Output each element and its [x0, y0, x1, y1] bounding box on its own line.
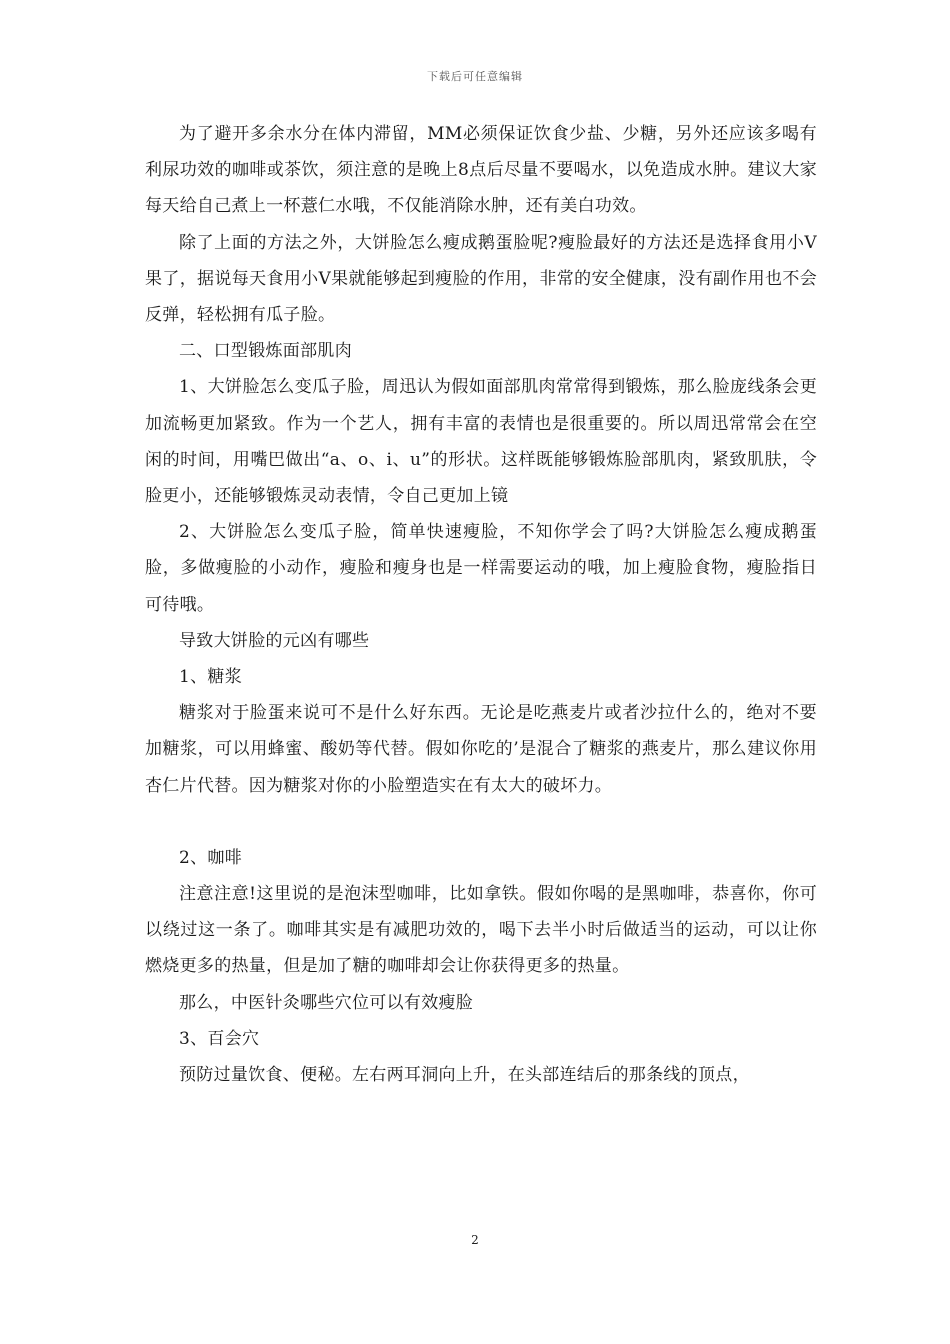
document-body [145, 116, 817, 1093]
paragraph-quick-slimming: 2、大饼脸怎么变瓜子脸，简单快速瘦脸，不知你学会了吗?大饼脸怎么瘦成鹅蛋脸，多做瘦脸的小动作，瘦脸和瘦身也是一样需要运动的哦，加上瘦脸食物，瘦脸指日可待哦。 [145, 522, 817, 615]
subheading-coffee: 2、咖啡 [179, 847, 243, 868]
section-heading-acupoints: 那么，中医针灸哪些穴位可以有效瘦脸 [179, 992, 474, 1013]
page-header: 下载后可任意编辑 [427, 70, 523, 83]
subheading-syrup: 1、糖浆 [179, 667, 243, 688]
paragraph-v-fruit: 除了上面的方法之外，大饼脸怎么瘦成鹅蛋脸呢?瘦脸最好的方法还是选择食用小V果了，据说每天食用小V果就能够起到瘦脸的作用，非常的安全健康，没有副作用也不会反弹，轻松拥有瓜子脸。 [145, 232, 817, 326]
paragraph-water-retention: 为了避开多余水分在体内滞留，MM必须保证饮食少盐、少糖，另外还应该多喝有利尿功效的咖啡或茶饮，须注意的是晚上8点后尽量不要喝水，以免造成水肿。建议大家每天给自己煮上一杯薏仁水哦，不仅能消除水肿，还有美白功效。 [145, 124, 817, 217]
paragraph-zhouxun-exercise: 1、大饼脸怎么变瓜子脸，周迅认为假如面部肌肉常常得到锻炼，那么脸庞线条会更加流畅更加紧致。作为一个艺人，拥有丰富的表情也是很重要的。所以周迅常常会在空闲的时间，用嘴巴做出“a、o、i、u”的形状。这样既能够锻炼脸部肌肉，紧致肌肤，令脸更小，还能够锻炼灵动表情，令自己更加上镜 [145, 377, 817, 507]
paragraph-syrup: 糖浆对于脸蛋来说可不是什么好东西。无论是吃燕麦片或者沙拉什么的，绝对不要加糖浆，可以用蜂蜜、酸奶等代替。假如你吃的’是混合了糖浆的燕麦片，那么建议你用杏仁片代替。因为糖浆对你的小脸塑造实在有太大的破坏力。 [145, 703, 817, 796]
section-heading-mouth-exercise: 二、口型锻炼面部肌肉 [179, 341, 352, 362]
subheading-baihui: 3、百会穴 [179, 1028, 260, 1049]
paragraph-coffee: 注意注意!这里说的是泡沫型咖啡，比如拿铁。假如你喝的是黑咖啡，恭喜你，你可以绕过这一条了。咖啡其实是有减肥功效的，喝下去半小时后做适当的运动，可以让你燃烧更多的热量，但是加了糖的咖啡却会让你获得更多的热量。 [145, 884, 817, 977]
section-heading-causes: 导致大饼脸的元凶有哪些 [179, 630, 370, 651]
page-number: 2 [471, 1233, 479, 1247]
paragraph-baihui: 预防过量饮食、便秘。左右两耳洞向上升，在头部连结后的那条线的顶点， [179, 1065, 750, 1086]
